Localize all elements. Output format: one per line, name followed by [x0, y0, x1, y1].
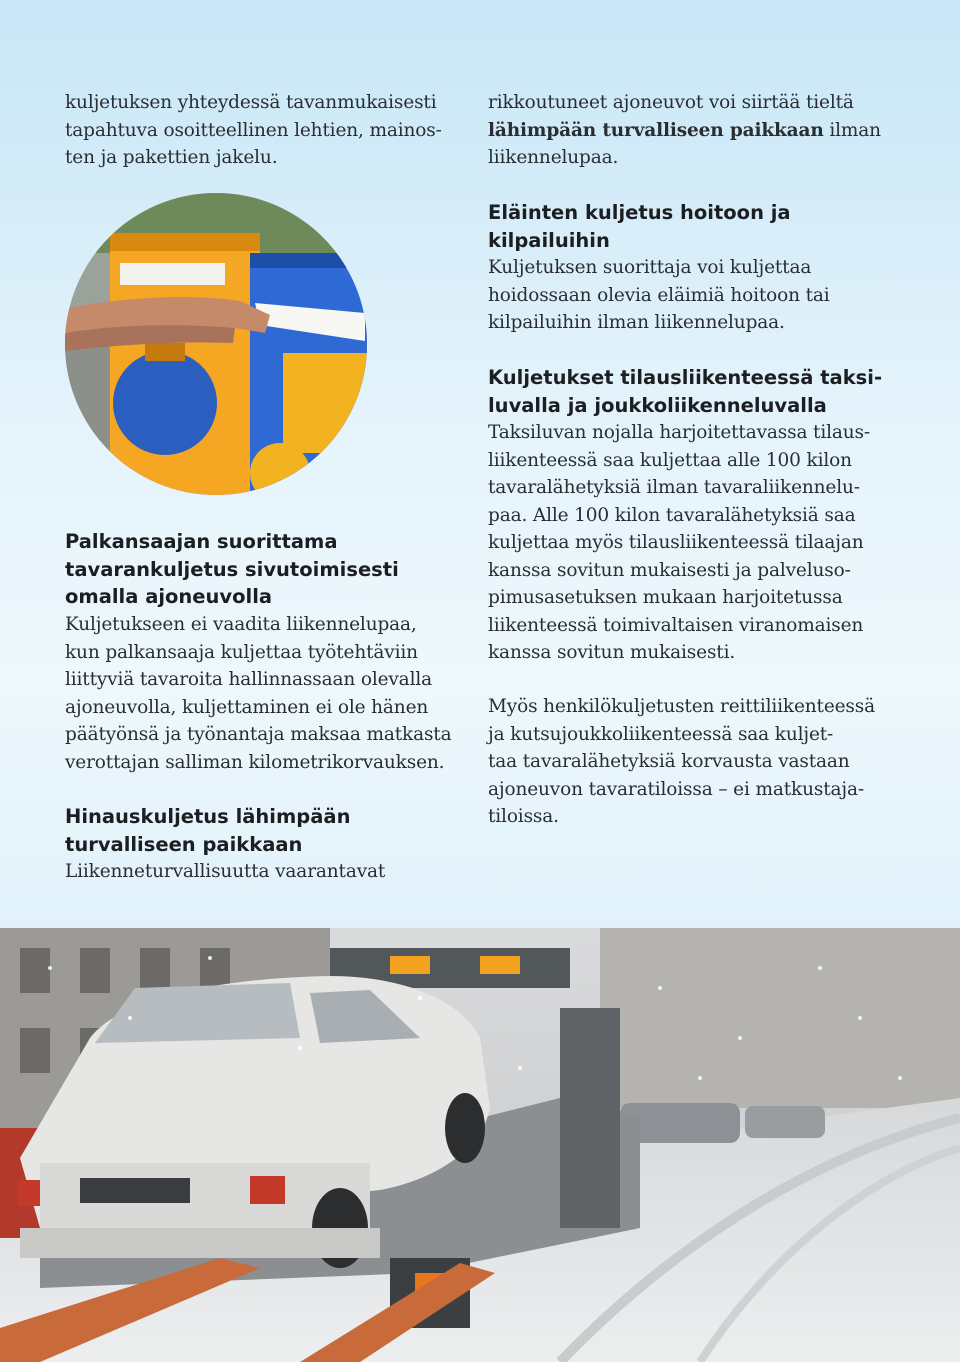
body-taxi-transport: Taksiluvan nojalla harjoitettavassa tilaus- liikenteessä saa kuljettaa alle 100 kilon tavaralähetyksiä ilman tavaraliikennelu- paa. Alle 100 kilon tavaralähetyksiä saa kuljettaa myös tilausliikenteessä tilaajan kanssa sovitun mukaisesti ja palveluso- pimusasetuksen mukaan harjoitetussa liikenteessä toimivaltaisen viranomaisen kanssa sovitun mukaisesti. — [488, 422, 870, 663]
continuation-after-bold: ilman — [823, 119, 881, 141]
body-towing: Liikenneturvallisuutta vaarantavat — [65, 861, 386, 882]
body-animal-transport: Kuljetuksen suorittaja voi kuljettaa hoidossaan olevia eläimiä hoitoon tai kilpailuihin ilman liikennelupaa. — [488, 257, 830, 333]
intro-text: kuljetuksen yhteydessä tavanmukaisesti tapahtuva osoitteellinen lehtien, mainos- ten ja pakettien jakelu. — [65, 92, 442, 168]
heading-animal-transport: Eläinten kuljetus hoitoon ja kilpailuihin — [488, 201, 791, 252]
heading-taxi-transport: Kuljetukset tilausliikenteessä taksi- luvalla ja joukkoliikenneluvalla — [488, 366, 883, 417]
towing-continuation — [488, 89, 888, 172]
continuation-line3: liikennelupaa. — [488, 147, 619, 168]
body-route-transport: Myös henkilökuljetusten reittiliikenteessä ja kutsujoukkoliikenteessä saa kuljet- taa tavaralähetyksiä korvausta vastaan ajoneuvon tavaratiloissa – ei matkustaja- tiloissa. — [488, 696, 875, 827]
heading-employee-transport: Palkansaajan suorittama tavarankuljetus sivutoimisesti omalla ajoneuvolla — [65, 530, 399, 608]
body-employee-transport: Kuljetukseen ei vaadita liikennelupaa, kun palkansaaja kuljettaa työtehtäviin liittyviä tavaroita hallinnassaan olevalla ajoneuvolla, kuljettaminen ei ole hänen päätyönsä ja työnantaja maksaa matkasta verottajan salliman kilometrikorvauksen. — [65, 614, 452, 773]
heading-towing: Hinauskuljetus lähimpään turvalliseen paikkaan — [65, 805, 351, 856]
continuation-bold: lähimpään turvalliseen paikkaan — [488, 119, 824, 141]
mailbox-photo — [65, 193, 367, 495]
continuation-line1: rikkoutuneet ajoneuvot voi siirtää tieltä — [488, 92, 854, 113]
tow-truck-photo — [0, 928, 960, 1362]
